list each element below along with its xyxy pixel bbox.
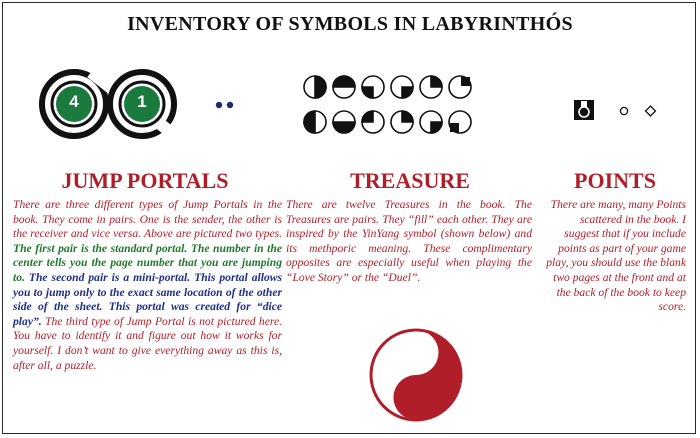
yin-yang-icon — [368, 327, 464, 423]
jump-portals-text-third: The third type of Jump Portal is not pictured here. You have to identify it and figure out how it works for yourself. I don’t want to give everything away as this is, after all, a puzzle. — [13, 314, 282, 372]
treasure-icon — [304, 111, 326, 133]
points-description: There are many, many Points scattered in the book. I suggest that if you include points as part of your game play, you should use the blank two pages at the front and at the back of the book to keep score. — [546, 198, 686, 314]
treasure-icon — [420, 111, 442, 133]
mini-portal-pair-icon — [214, 100, 244, 112]
jump-portals-heading: JUMP PORTALS — [61, 168, 229, 193]
point-circle-icon — [620, 107, 627, 114]
jump-portals-text-mini: The second pair is a mini-portal. This portal allows you to jump only to the exact same location of the other side of the sheet. This portal was created for “dice play”. — [13, 270, 282, 328]
treasure-icon — [449, 76, 471, 98]
treasure-icon — [391, 76, 413, 98]
jump-portals-text-standard: The first pair is the standard portal. The number in the center tells you the page number that you are jumping to. — [13, 241, 282, 284]
treasure-icon — [304, 76, 326, 98]
standard-portal-pair-icon — [34, 67, 184, 147]
point-diamond-icon — [646, 106, 656, 116]
treasure-icon — [391, 111, 413, 133]
treasure-icon — [362, 76, 384, 98]
treasure-icons-grid — [302, 72, 512, 142]
treasure-icon — [333, 111, 355, 133]
treasure-heading: TREASURE — [350, 168, 470, 193]
jump-portals-description — [13, 198, 282, 373]
portal-number-right: 1 — [137, 92, 147, 111]
treasure-icon — [420, 76, 442, 98]
treasure-icon — [449, 111, 471, 133]
points-heading: POINTS — [574, 168, 656, 193]
jump-portals-text-intro: There are three different types of Jump Portals in the book. They come in pairs. One is the sender, the other is the receiver and vice versa. Above are pictured two types. — [13, 198, 282, 241]
portal-number-left: 4 — [69, 92, 79, 111]
point-square-icon — [574, 100, 594, 120]
treasure-description: There are twelve Treasures in the book. The Treasures are pairs. They “fill” each other. They are inspired by the YinYang symbol (shown below) and its methporic meaning. These complimentary opposites are especially useful when playing the “Love Story” or the “Duel”. — [286, 198, 532, 284]
treasure-icon — [333, 76, 355, 98]
page-title: INVENTORY OF SYMBOLS IN LABYRINTHÓS — [127, 13, 573, 35]
points-icons — [572, 98, 672, 128]
treasure-icon — [362, 111, 384, 133]
